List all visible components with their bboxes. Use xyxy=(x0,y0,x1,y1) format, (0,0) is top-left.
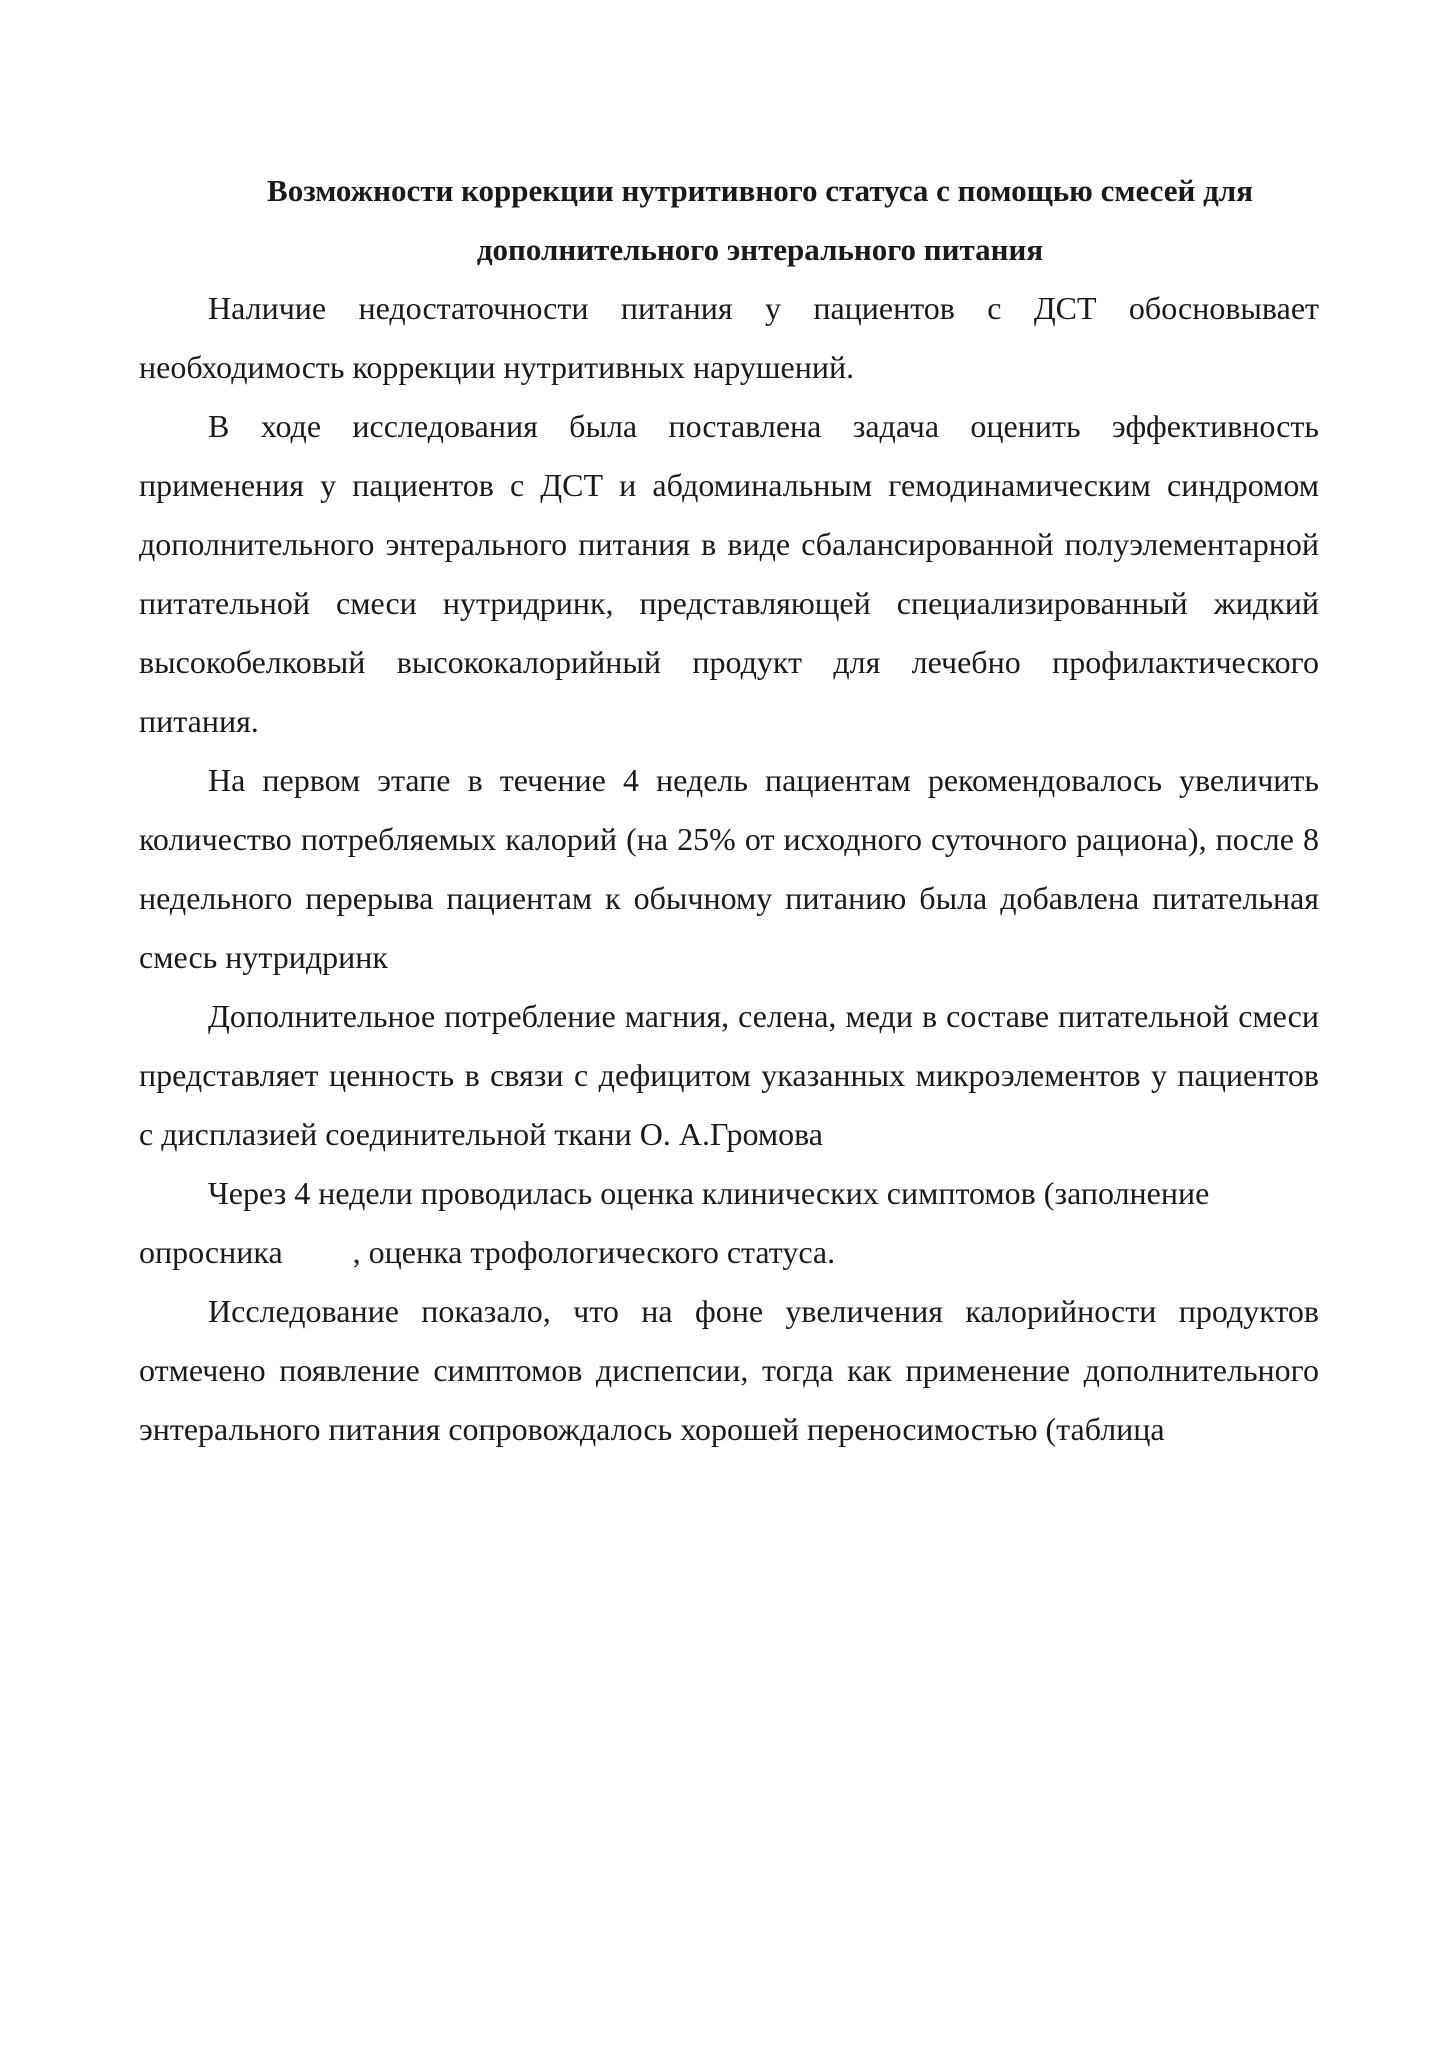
paragraph-5-part-1: Через 4 недели проводилась оценка клинических симптомов (заполнение опросника xyxy=(139,1175,1210,1270)
paragraph-3: На первом этапе в течение 4 недель пациентам рекомендовалось увеличить количество потребляемых калорий (на 25% от исходного суточного рациона), после 8 недельного перерыва пациентам к обычному питанию была добавлена питательная смесь нутридринк xyxy=(139,762,1319,975)
paragraph-5 xyxy=(139,1164,1319,1282)
paragraph-4: Дополнительное потребление магния, селена, меди в составе питательной смеси представляет ценность в связи с дефицитом указанных микроэлементов у пациентов с дисплазией соединительной ткани О. А.Громова xyxy=(139,998,1319,1152)
paragraph-1: Наличие недостаточности питания у пациентов с ДСТ обосновывает необходимость коррекции нутритивных нарушений. xyxy=(139,290,1319,385)
paragraph-6: Исследование показало, что на фоне увеличения калорийности продуктов отмечено появление симптомов диспепсии, тогда как применение дополнительного энтерального питания сопровождалось хорошей переносимостью (таблица xyxy=(139,1293,1319,1447)
document-title xyxy=(139,161,1319,279)
paragraph-5-part-2: , оценка трофологического статуса. xyxy=(352,1234,836,1270)
paragraph-2: В ходе исследования была поставлена задача оценить эффективность применения у пациентов с ДСТ и абдоминальным гемодинамическим синдромом дополнительного энтерального питания в виде сбалансированной полуэлементарной питательной смеси нутридринк, представляющей специализированный жидкий высокобелковый высококалорийный продукт для лечебно профилактического питания. xyxy=(139,408,1319,739)
title-line-1: Возможности коррекции нутритивного статуса с помощью смесей для xyxy=(267,173,1253,208)
document-body xyxy=(139,161,1319,1459)
title-line-2: дополнительного энтерального питания xyxy=(476,232,1044,267)
